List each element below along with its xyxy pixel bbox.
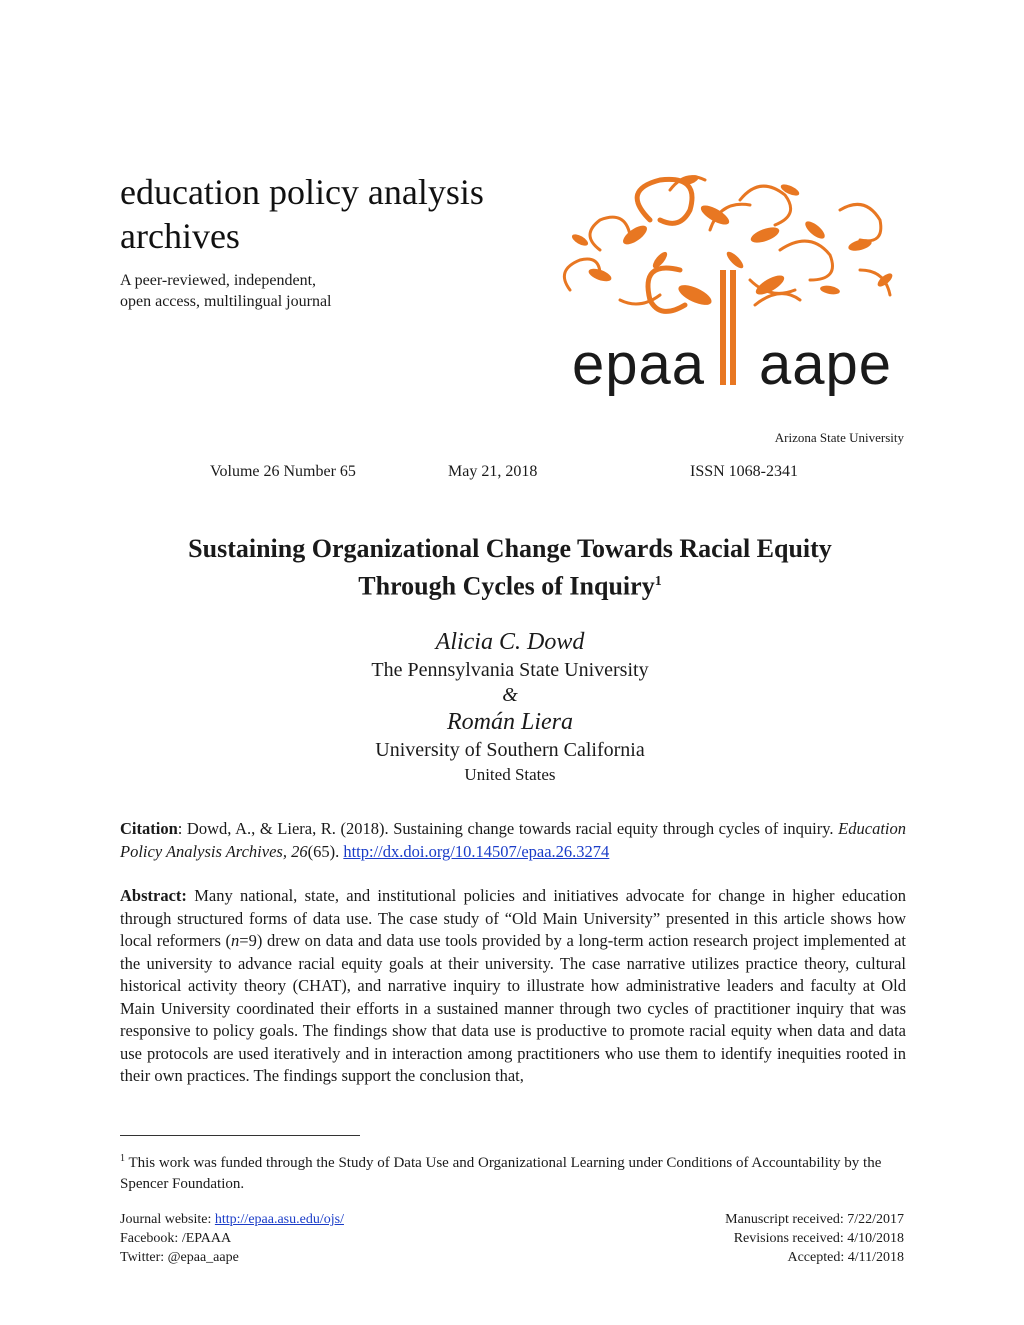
journal-title-line2: archives <box>120 216 240 256</box>
abstract <box>120 885 906 1088</box>
author-affiliation-2: University of Southern California <box>375 739 645 761</box>
author-name-1: Alicia C. Dowd <box>435 629 585 655</box>
abstract-text-1: Many national, state, and institutional policies and initiatives advocate for change in higher education through structured forms of data use. The case study of “Old Main University” presented in this article shows how local reformers ( <box>120 886 906 950</box>
logo-right-text: aape <box>759 332 893 397</box>
journal-subtitle-line1: A peer-reviewed, independent, <box>120 272 317 289</box>
author-block <box>100 627 920 787</box>
abstract-n: n <box>231 931 240 950</box>
footnote-text: This work was funded through the Study of Data Use and Organizational Learning under Conditions of Accountability by the Spencer Foundation. <box>120 1155 882 1192</box>
citation-text: : Dowd, A., & Liera, R. (2018). Sustaining change towards racial equity through cycles of inquiry. <box>177 819 839 838</box>
journal-website: Journal website: http://epaa.asu.edu/ojs/ <box>120 1212 344 1227</box>
issue-date: May 21, 2018 <box>448 463 538 480</box>
twitter: Twitter: @epaa_aape <box>120 1250 239 1265</box>
footnote-divider <box>120 1135 360 1136</box>
journal-website-link[interactable]: http://epaa.asu.edu/ojs/ <box>214 1212 344 1227</box>
author-country: United States <box>464 765 556 784</box>
accepted-date: Accepted: 4/11/2018 <box>787 1250 904 1265</box>
citation-issue: (65). <box>307 841 344 861</box>
volume-number: Volume 26 Number 65 <box>210 463 356 480</box>
footer-contact <box>120 1210 344 1267</box>
journal-subtitle <box>120 270 332 312</box>
citation <box>120 818 906 863</box>
facebook: Facebook: /EPAAA <box>120 1231 232 1246</box>
footer-dates <box>725 1210 904 1267</box>
footnote <box>120 1148 906 1195</box>
institution: Arizona State University <box>774 430 904 445</box>
revisions-received: Revisions received: 4/10/2018 <box>733 1231 904 1246</box>
doi-link[interactable]: http://dx.doi.org/10.14507/epaa.26.3274 <box>343 841 610 861</box>
issn: ISSN 1068-2341 <box>690 463 799 480</box>
citation-label: Citation <box>120 819 178 838</box>
citation-journal: Education Policy Analysis Archives, 26 <box>120 819 906 861</box>
title-footnote-mark: 1 <box>654 574 662 589</box>
manuscript-received: Manuscript received: 7/22/2017 <box>725 1212 904 1227</box>
author-affiliation-1: The Pennsylvania State University <box>371 659 649 681</box>
abstract-text-2: =9) drew on data and data use tools provided by a long-term action research project implemented at the university to advance racial equity goals at their university. The case narrative utilizes practice theory, cultural historical activity theory (CHAT), and narrative inquiry to illustrate how administrative leaders and faculty at Old Main University coordinated their efforts in a sustained manner through two cycles of practitioner inquiry that was responsive to policy goals. The findings show that data use is productive to promote racial equity when data and data use protocols are used iteratively and in interaction among practitioners who use them to identify inequities rooted in their own practices. The findings support the conclusion that, <box>120 931 906 1085</box>
epaa-aape-wordmark <box>572 330 892 400</box>
paper-title <box>100 532 920 603</box>
paper-title-line2: Through Cycles of Inquiry$^1$ <box>358 571 662 601</box>
author-ampersand: & <box>502 684 518 706</box>
footnote-mark: 1 <box>120 1153 125 1164</box>
paper-title-line1: Sustaining Organizational Change Towards Racial Equity <box>188 534 832 563</box>
journal-subtitle-line2: open access, multilingual journal <box>120 293 332 310</box>
abstract-label: Abstract: <box>120 886 187 905</box>
journal-title-line1: education policy analysis <box>120 172 484 212</box>
author-name-2: Román Liera <box>447 709 573 735</box>
logo-left-text: epaa <box>572 332 706 397</box>
journal-title <box>120 170 484 258</box>
